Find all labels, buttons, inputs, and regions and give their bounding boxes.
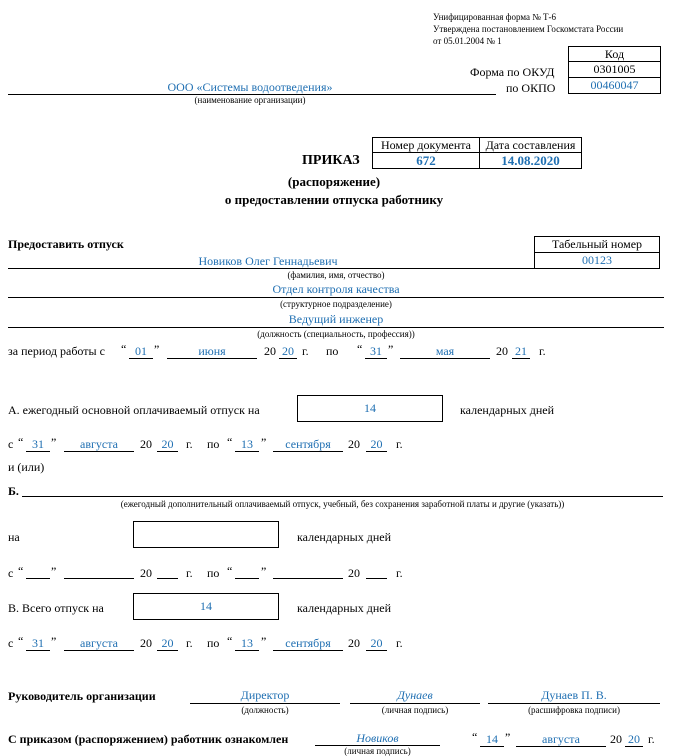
doc-date-header: Дата составления	[479, 137, 582, 153]
head-position-line	[190, 703, 340, 704]
section-a-to-month-line	[273, 451, 343, 452]
section-v-from-month-line	[64, 650, 134, 651]
section-v-to-quote-close: ”	[261, 634, 267, 648]
order-purpose: о предоставлении отпуска работнику	[224, 192, 444, 207]
form-line-3: от 05.01.2004 № 1	[433, 36, 502, 46]
section-a-from-year-suffix: г.	[186, 437, 193, 451]
section-v-from-year-suffix: г.	[186, 636, 193, 650]
position: Ведущий инженер	[288, 312, 384, 326]
period-to-quote-close: ”	[388, 342, 394, 356]
section-a-to-quote-open: “	[227, 435, 233, 449]
section-v-from-quote-close: ”	[51, 634, 57, 648]
section-a-from-year-line	[157, 451, 178, 452]
period-to-month: мая	[435, 344, 455, 358]
period-from-year-prefix: 20	[264, 344, 276, 358]
section-b-from-quote-open: “	[18, 564, 24, 578]
okud-label: Форма по ОКУД	[470, 65, 555, 79]
tab-number-header: Табельный номер	[534, 236, 660, 253]
period-to-label: по	[326, 344, 339, 358]
section-b-to-month-line	[273, 578, 343, 579]
order-title: ПРИКАЗ	[302, 153, 360, 168]
section-b-to-label: по	[207, 566, 220, 580]
section-v-from-year-line	[157, 650, 178, 651]
head-full-name: Дунаев П. В.	[541, 688, 607, 702]
section-a-from-month: августа	[80, 437, 118, 451]
head-position: Директор	[240, 688, 290, 702]
section-b-days-box	[133, 521, 279, 548]
section-a-days: 14	[297, 395, 443, 422]
position-line	[8, 327, 664, 328]
head-signature-caption: (личная подпись)	[381, 705, 449, 715]
period-from-year-line	[279, 358, 297, 359]
period-from-day-line	[129, 358, 153, 359]
ack-year-line	[625, 746, 643, 747]
head-label: Руководитель организации	[8, 689, 156, 703]
okud-value: 0301005	[568, 61, 661, 78]
period-from-day: 01	[135, 344, 147, 358]
form-line-2: Утверждена постановлением Госкомстата России	[433, 24, 624, 34]
section-b-caption: (ежегодный дополнительный оплачиваемый отпуск, учебный, без сохранения заработной платы и другие (указать))	[120, 499, 565, 509]
section-v-to-year-prefix: 20	[348, 636, 360, 650]
period-from-year-suffix: г.	[302, 344, 309, 358]
section-a-to-day: 13	[241, 437, 253, 451]
section-v-from-year: 20	[161, 636, 174, 650]
period-to-quote-open: “	[357, 342, 363, 356]
period-from-year: 20	[282, 344, 294, 358]
section-b-to-year-line	[366, 578, 387, 579]
code-header-cell: Код	[568, 46, 661, 62]
section-a-from-day: 31	[32, 437, 44, 451]
employee-name: Новиков Олег Геннадьевич	[198, 254, 338, 268]
section-a-to-month: сентября	[285, 437, 331, 451]
section-b-from-year-prefix: 20	[140, 566, 152, 580]
position-caption: (должность (специальность, профессия))	[257, 329, 415, 339]
period-to-year-suffix: г.	[539, 344, 546, 358]
section-a-from-quote-open: “	[18, 435, 24, 449]
period-to-year-line	[512, 358, 530, 359]
ack-month: августа	[542, 732, 580, 746]
doc-date-value: 14.08.2020	[479, 152, 582, 169]
tab-number-value: 00123	[534, 252, 660, 269]
section-a-from-month-line	[64, 451, 134, 452]
period-from-month: июня	[198, 344, 226, 358]
section-v-to-month-line	[273, 650, 343, 651]
period-to-year-prefix: 20	[496, 344, 508, 358]
section-a-from-year: 20	[161, 437, 174, 451]
section-a-days-label: календарных дней	[460, 403, 555, 417]
ack-label: С приказом (распоряжением) работник ознакомлен	[8, 732, 289, 746]
section-v-days-label: календарных дней	[297, 601, 392, 615]
section-b-to-year-suffix: г.	[396, 566, 403, 580]
head-signature: Дунаев	[397, 688, 433, 702]
ack-day-line	[480, 746, 504, 747]
section-v-to-quote-open: “	[227, 634, 233, 648]
ack-quote-close: ”	[505, 730, 511, 744]
section-v-label: В. Всего отпуск на	[8, 601, 104, 615]
section-b-label: Б.	[8, 484, 19, 498]
section-v-to-year-suffix: г.	[396, 636, 403, 650]
order-subtitle: (распоряжение)	[287, 174, 381, 189]
section-b-to-quote-open: “	[227, 564, 233, 578]
period-to-day: 31	[370, 344, 382, 358]
doc-number-header: Номер документа	[372, 137, 480, 153]
section-v-from-quote-open: “	[18, 634, 24, 648]
section-v-from-year-prefix: 20	[140, 636, 152, 650]
period-from-quote-close: ”	[154, 342, 160, 356]
section-v-to-day: 13	[241, 636, 253, 650]
employee-name-caption: (фамилия, имя, отчество)	[287, 270, 385, 280]
period-to-month-line	[400, 358, 490, 359]
ack-day: 14	[486, 732, 498, 746]
section-b-from-day-line	[26, 578, 50, 579]
period-to-day-line	[365, 358, 387, 359]
section-a-to-year-line	[366, 451, 387, 452]
okpo-label: по ОКПО	[506, 81, 556, 95]
section-v-to-day-line	[235, 650, 259, 651]
head-full-name-caption: (расшифровка подписи)	[528, 705, 620, 715]
org-caption: (наименование организации)	[194, 95, 306, 105]
or-label: и (или)	[8, 460, 45, 474]
section-a-to-label: по	[207, 437, 220, 451]
section-a-to-year: 20	[370, 437, 383, 451]
department-caption: (структурное подразделение)	[280, 299, 392, 309]
ack-signature: Новиков	[356, 731, 399, 745]
section-v-from-label: с	[8, 636, 14, 650]
section-v-to-label: по	[207, 636, 220, 650]
section-v-days: 14	[133, 593, 279, 620]
section-v-to-year-line	[366, 650, 387, 651]
department-line	[8, 297, 664, 298]
section-v-to-month: сентября	[285, 636, 331, 650]
doc-number-value: 672	[372, 152, 480, 169]
head-signature-line	[350, 703, 480, 704]
section-a-to-year-prefix: 20	[348, 437, 360, 451]
ack-quote-open: “	[472, 730, 478, 744]
section-a-from-day-line	[26, 451, 50, 452]
ack-signature-caption: (личная подпись)	[344, 746, 411, 756]
org-name: ООО «Системы водоотведения»	[167, 80, 333, 94]
form-line-1: Унифицированная форма № Т-6	[433, 12, 557, 22]
section-b-from-year-suffix: г.	[186, 566, 193, 580]
section-a-to-day-line	[235, 451, 259, 452]
grant-label: Предоставить отпуск	[8, 237, 124, 251]
section-a-from-year-prefix: 20	[140, 437, 152, 451]
section-b-to-day-line	[235, 578, 259, 579]
section-b-to-quote-close: ”	[261, 564, 267, 578]
section-v-from-month: августа	[80, 636, 118, 650]
head-full-name-line	[488, 703, 660, 704]
period-label: за период работы с	[8, 344, 105, 358]
ack-year: 20	[628, 732, 640, 746]
section-b-to-year-prefix: 20	[348, 566, 360, 580]
section-b-days-label: календарных дней	[297, 530, 392, 544]
section-a-from-quote-close: ”	[51, 435, 57, 449]
section-a-from-label: с	[8, 437, 14, 451]
section-b-from-year-line	[157, 578, 178, 579]
section-v-from-day: 31	[32, 636, 44, 650]
employee-name-line	[8, 268, 534, 269]
section-b-from-month-line	[64, 578, 134, 579]
head-position-caption: (должность)	[241, 705, 289, 715]
section-b-from-label: с	[8, 566, 14, 580]
ack-year-suffix: г.	[648, 732, 655, 746]
ack-month-line	[516, 746, 606, 747]
section-a-to-year-suffix: г.	[396, 437, 403, 451]
period-from-month-line	[167, 358, 257, 359]
ack-year-prefix: 20	[610, 732, 622, 746]
section-v-to-year: 20	[370, 636, 383, 650]
okpo-value: 00460047	[568, 77, 661, 94]
section-v-from-day-line	[26, 650, 50, 651]
period-to-year: 21	[515, 344, 527, 358]
section-b-line	[22, 496, 663, 497]
period-from-quote-open: “	[121, 342, 127, 356]
department: Отдел контроля качества	[272, 282, 400, 296]
section-b-na-label: на	[8, 530, 20, 544]
section-b-from-quote-close: ”	[51, 564, 57, 578]
section-a-to-quote-close: ”	[261, 435, 267, 449]
section-a-label: А. ежегодный основной оплачиваемый отпуск на	[8, 403, 260, 417]
